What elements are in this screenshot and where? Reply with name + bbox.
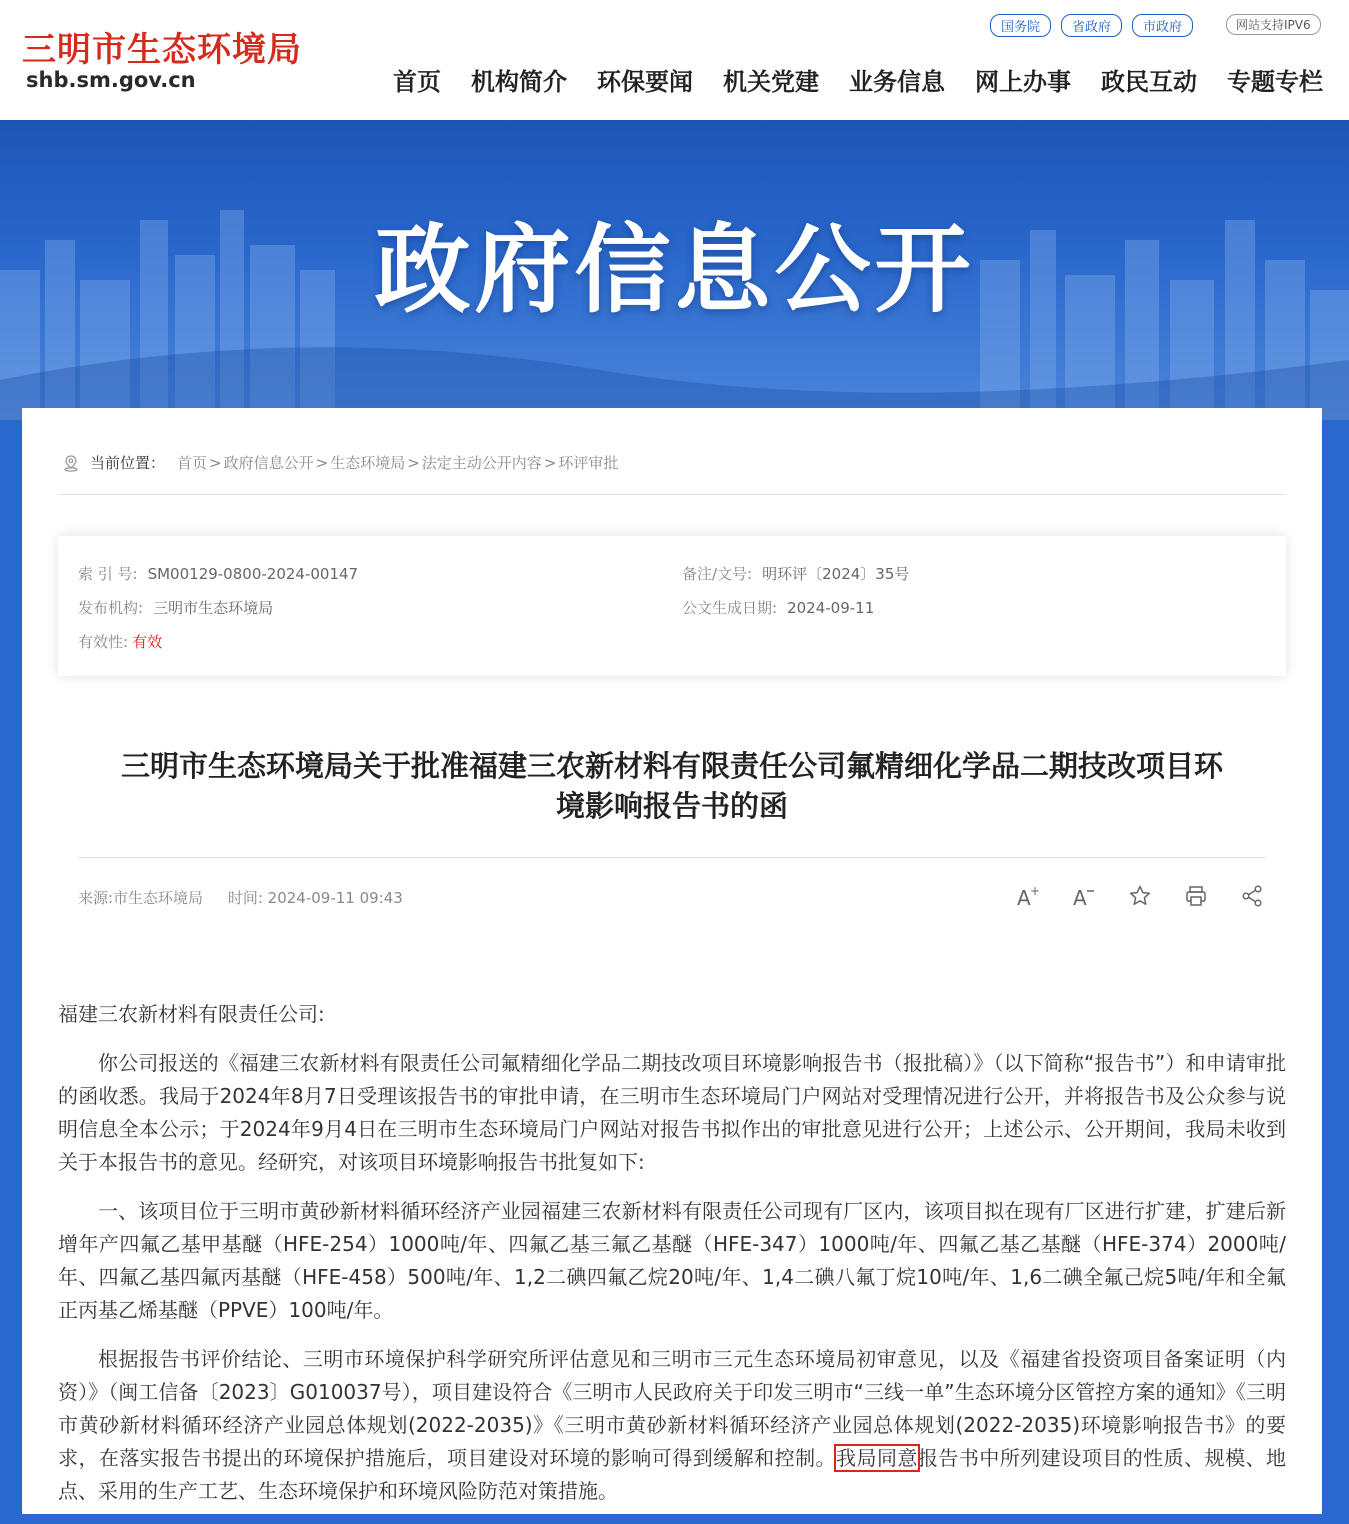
meta-date-value: 2024-09-11 bbox=[787, 599, 875, 617]
meta-org-value: 三明市生态环境局 bbox=[153, 599, 274, 617]
meta-org-label: 发布机构: bbox=[78, 599, 144, 617]
banner-title: 政府信息公开 bbox=[374, 214, 975, 326]
meta-date-label: 公文生成日期: bbox=[682, 599, 778, 617]
link-state-council[interactable]: 国务院 bbox=[990, 14, 1051, 37]
svg-text:A: A bbox=[1017, 886, 1031, 908]
article-time: 时间: 2024-09-11 09:43 bbox=[227, 889, 403, 907]
site-logo[interactable]: 三明市生态环境局 bbox=[22, 30, 302, 70]
nav-party[interactable]: 机关党建 bbox=[723, 68, 819, 96]
breadcrumb-separator: > bbox=[407, 453, 420, 472]
nav-about[interactable]: 机构简介 bbox=[471, 68, 567, 96]
breadcrumb-eia[interactable]: 环评审批 bbox=[558, 454, 619, 472]
article-title-line: 三明市生态环境局关于批准福建三农新材料有限责任公司氟精细化学品二期技改项目环 bbox=[120, 749, 1223, 783]
meta-index-label: 索 引 号: bbox=[78, 565, 138, 583]
top-links bbox=[990, 14, 1193, 37]
meta-index bbox=[78, 563, 358, 584]
site-domain: shb.sm.gov.cn bbox=[26, 68, 196, 92]
article-body bbox=[58, 998, 1286, 1524]
meta-index-value: SM00129-0800-2024-00147 bbox=[147, 565, 359, 583]
breadcrumb-bureau[interactable]: 生态环境局 bbox=[330, 454, 406, 472]
breadcrumb-separator: > bbox=[209, 453, 222, 472]
breadcrumb bbox=[62, 452, 618, 473]
nav-business[interactable]: 业务信息 bbox=[849, 68, 945, 96]
article-source-info bbox=[78, 887, 423, 908]
nav-interaction[interactable]: 政民互动 bbox=[1101, 68, 1197, 96]
breadcrumb-separator: > bbox=[315, 453, 329, 472]
font-increase-icon[interactable] bbox=[1016, 884, 1040, 908]
article-title bbox=[58, 746, 1286, 826]
article-paragraph bbox=[58, 1343, 1286, 1508]
breadcrumb-home[interactable]: 首页 bbox=[177, 454, 208, 472]
ipv6-badge: 网站支持IPV6 bbox=[1226, 14, 1321, 35]
font-decrease-icon[interactable] bbox=[1072, 884, 1096, 908]
svg-text:A: A bbox=[1073, 886, 1087, 908]
site-header bbox=[0, 0, 1349, 120]
paragraph-text: 根据报告书评价结论、三明市环境保护科学研究所评估意见和三明市三元生态环境局初审意见，以及《福建省投资项目备案证明（内资）》（闽工信备〔2023〕G010037号），项目建设符合《三明市人民政府关于印发三明市“三线一单”生态环境分区管控方案的通知》《三明市黄砂新材料循环经济产业园总体规划(2022-2035)》《三明市黄砂新材料循环经济产业园总体规划(2022-2035)环境影响报告书》的要求，在落实报告书提出的环境保护措施后，项目建设对环境的影响可得到缓解和控制。 bbox=[58, 1347, 1286, 1470]
article-toolbar bbox=[1016, 884, 1264, 908]
article-source: 来源:市生态环境局 bbox=[78, 889, 204, 907]
paragraph-text: 报告书中所列建设项目的性质、规模、地点、采用的生产工艺、生态环境保护和环境风险防范对策措施。 bbox=[58, 1446, 1287, 1503]
breadcrumb-divider bbox=[58, 494, 1286, 495]
meta-date bbox=[682, 597, 874, 618]
nav-topics[interactable]: 专题专栏 bbox=[1227, 68, 1323, 96]
nav-home[interactable]: 首页 bbox=[393, 68, 441, 96]
meta-doc-value: 明环评〔2024〕35号 bbox=[762, 565, 910, 583]
meta-valid-value: 有效 bbox=[132, 633, 163, 651]
meta-org bbox=[78, 597, 273, 618]
svg-text:+: + bbox=[1030, 884, 1040, 898]
breadcrumb-separator: > bbox=[543, 453, 557, 472]
banner bbox=[0, 120, 1349, 420]
main-nav bbox=[393, 62, 1323, 97]
location-icon bbox=[62, 454, 80, 472]
breadcrumb-gov-info[interactable]: 政府信息公开 bbox=[223, 454, 314, 472]
article-salutation: 福建三农新材料有限责任公司: bbox=[58, 1002, 325, 1026]
share-icon[interactable] bbox=[1240, 884, 1264, 908]
meta-doc-number bbox=[682, 563, 909, 584]
document-meta-box bbox=[58, 536, 1286, 676]
star-icon[interactable] bbox=[1128, 884, 1152, 908]
highlighted-text: 我局同意 bbox=[836, 1446, 918, 1470]
meta-valid-label: 有效性: bbox=[78, 633, 129, 651]
title-divider bbox=[78, 857, 1266, 858]
meta-validity bbox=[78, 631, 162, 652]
breadcrumb-statutory[interactable]: 法定主动公开内容 bbox=[421, 454, 542, 472]
link-province-gov[interactable]: 省政府 bbox=[1061, 14, 1122, 37]
link-city-gov[interactable]: 市政府 bbox=[1132, 14, 1193, 37]
print-icon[interactable] bbox=[1184, 884, 1208, 908]
article-title-line: 境影响报告书的函 bbox=[555, 789, 788, 823]
breadcrumb-label: 当前位置： bbox=[90, 454, 166, 472]
nav-online-service[interactable]: 网上办事 bbox=[975, 68, 1071, 96]
nav-news[interactable]: 环保要闻 bbox=[597, 68, 693, 96]
meta-doc-label: 备注/文号: bbox=[682, 565, 753, 583]
article-paragraph: 你公司报送的《福建三农新材料有限责任公司氟精细化学品二期技改项目环境影响报告书（报批稿）》（以下简称“报告书”）和申请审批的函收悉。我局于2024年8月7日受理该报告书的审批申请，在三明市生态环境局门户网站对受理情况进行公开，并将报告书及公众参与说明信息全本公示；于2024年9月4日在三明市生态环境局门户网站对报告书拟作出的审批意见进行公开；上述公示、公开期间，我局未收到关于本报告书的意见。经研究，对该项目环境影响报告书批复如下: bbox=[58, 1051, 1286, 1174]
article-paragraph: 一、该项目位于三明市黄砂新材料循环经济产业园福建三农新材料有限责任公司现有厂区内，该项目拟在现有厂区进行扩建，扩建后新增年产四氟乙基甲基醚（HFE-254）1000吨/年、四氟乙基三氟乙基醚（HFE-347）1000吨/年、四氟乙基乙基醚（HFE-374）2000吨/年、四氟乙基四氟丙基醚（HFE-458）500吨/年、1,2二碘四氟乙烷20吨/年、1,4二碘八氟丁烷10吨/年、1,6二碘全氟己烷5吨/年和全氟正丙基乙烯基醚（PPVE）100吨/年。 bbox=[58, 1199, 1286, 1322]
content-card bbox=[22, 408, 1322, 1514]
